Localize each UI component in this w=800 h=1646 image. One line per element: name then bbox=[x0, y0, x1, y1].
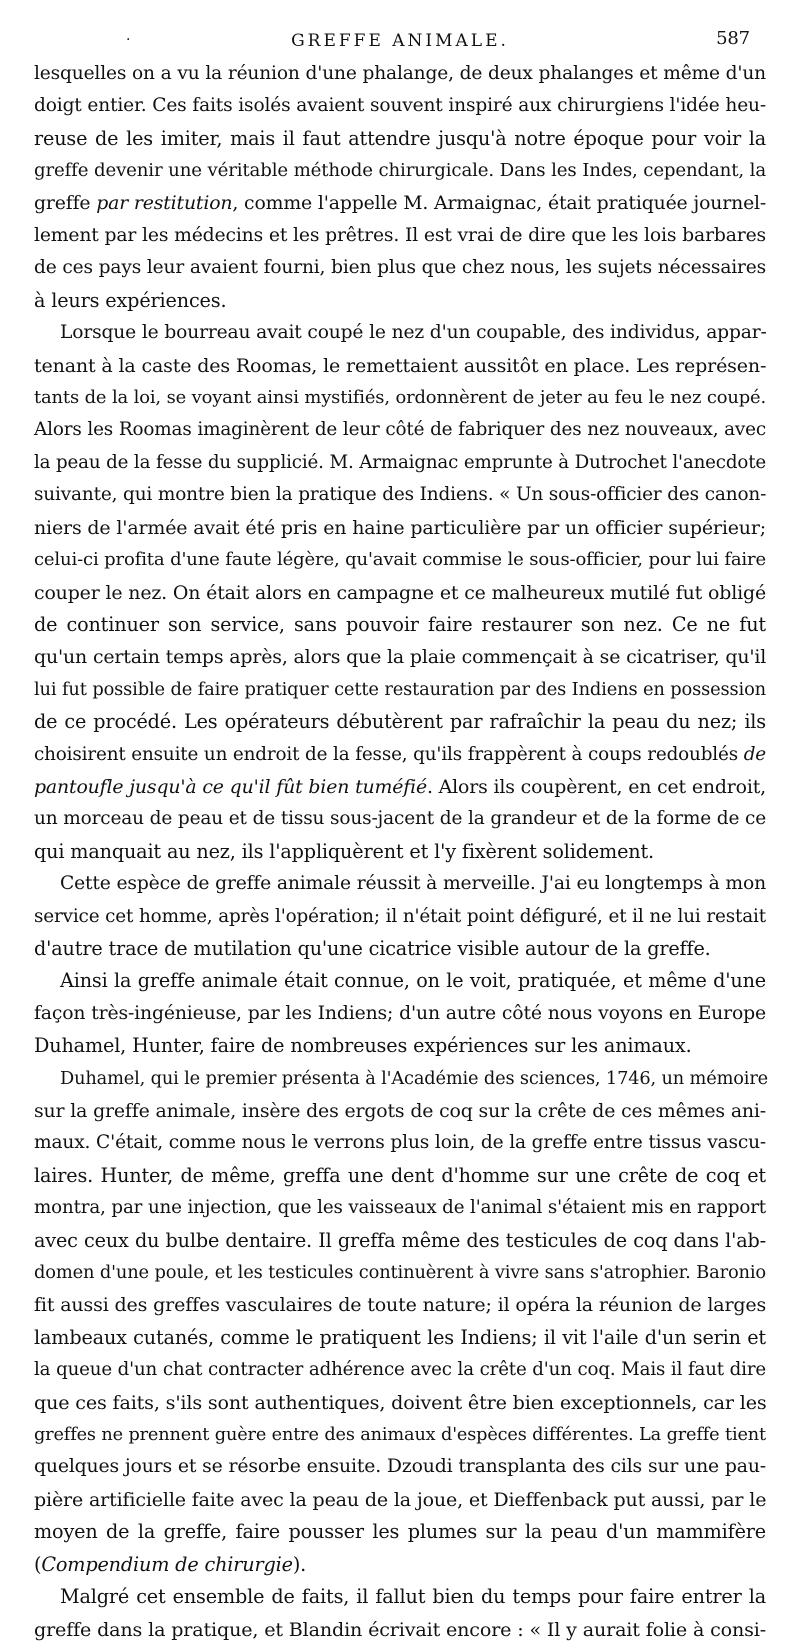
text-line: greffe dans la pratique, et Blandin écrivait encore : « Il y aurait folie à consi- bbox=[34, 1617, 767, 1641]
text-line: (Compendium de chirurgie). bbox=[34, 1552, 307, 1576]
paragraph bbox=[34, 965, 766, 1062]
text-line: greffes ne prennent guère entre des animaux d'espèces différentes. La greffe tient bbox=[34, 1425, 766, 1446]
text-line: doigt entier. Ces faits isolés avaient souvent inspiré aux chirurgiens l'idée heu- bbox=[34, 95, 766, 117]
text-line: façon très-ingénieuse, par les Indiens; d'un autre côté nous voyons en Europe bbox=[34, 1002, 766, 1024]
body-text bbox=[34, 58, 769, 1646]
text-line: maux. C'était, comme nous le verrons plus loin, de la greffe entre tissus vascu- bbox=[34, 1132, 767, 1154]
text-line: la queue d'un chat contracter adhérence avec la crête d'un coq. Mais il faut dire bbox=[34, 1359, 766, 1381]
text-line: suivante, qui montre bien la pratique des Indiens. « Un sous-officier des canon- bbox=[34, 484, 767, 506]
paragraph bbox=[34, 58, 766, 317]
text-line: qu'un certain temps après, alors que la plaie commençait à se cicatriser, qu'il bbox=[34, 646, 767, 669]
text-line: Cette espèce de greffe animale réussit à merveille. J'ai eu longtemps à mon bbox=[60, 873, 766, 895]
text-line: tants de la loi, se voyant ainsi mystifiés, ordonnèrent de jeter au feu le nez coupé. bbox=[34, 387, 766, 409]
text-line: quelques jours et se résorbe ensuite. Dzoudi transplanta des cils sur une pau- bbox=[34, 1456, 766, 1478]
text-line: montra, par une injection, que les vaisseaux de l'animal s'étaient mis en rapport bbox=[34, 1197, 766, 1219]
text-line: de continuer son service, sans pouvoir faire restaurer son nez. Ce ne fut bbox=[34, 612, 766, 636]
text-line: reuse de les imiter, mais il faut attendre jusqu'à notre époque pour voir la bbox=[34, 126, 766, 150]
text-line: lement par les médecins et les prêtres. Il est vrai de dire que les lois barbares bbox=[34, 225, 766, 247]
text-line: fit aussi des greffes vasculaires de toute nature; il opéra la réunion de larges bbox=[34, 1294, 767, 1317]
text-line: niers de l'armée avait été pris en haine particulière par un officier supérieur; bbox=[34, 516, 766, 539]
text-line: pantoufle jusqu'à ce qu'il fût bien tuméfié. Alors ils coupèrent, en cet endroit, bbox=[34, 775, 766, 798]
paragraph bbox=[34, 1063, 769, 1582]
paragraph bbox=[34, 317, 766, 868]
text-line: la peau de la fesse du supplicié. M. Armaignac emprunte à Dutrochet l'anecdote bbox=[34, 451, 766, 473]
text-line: à leurs expériences. bbox=[34, 288, 227, 312]
running-header bbox=[34, 26, 766, 56]
text-line: Duhamel, Hunter, faire de nombreuses expériences sur les animaux. bbox=[34, 1034, 692, 1058]
text-line: celui-ci profita d'une faute légère, qu'avait commise le sous-officier, pour lui faire bbox=[34, 549, 766, 571]
text-line: que ces faits, s'ils sont authentiques, doivent être bien exceptionnels, car les bbox=[34, 1390, 767, 1414]
paragraph bbox=[34, 1581, 766, 1646]
italic-text: Compendium de chirurgie bbox=[41, 1552, 293, 1576]
paragraph bbox=[34, 868, 766, 965]
text-line: Duhamel, qui le premier présenta à l'Académie des sciences, 1746, un mémoire bbox=[60, 1068, 769, 1089]
text-line: Alors les Roomas imaginèrent de leur côté de fabriquer des nez nouveaux, avec bbox=[34, 419, 766, 441]
text-line: tenant à la caste des Roomas, le remettaient aussitôt en place. Les représen- bbox=[34, 354, 767, 377]
text-line: greffe devenir une véritable méthode chirurgicale. Dans les Indes, cependant, la bbox=[34, 160, 766, 182]
text-line: laires. Hunter, de même, greffa une dent d'homme sur une crête de coq et bbox=[34, 1163, 766, 1187]
text-line: de ces pays leur avaient fourni, bien plus que chez nous, les sujets nécessaires bbox=[34, 257, 766, 279]
text-line: un morceau de peau et de tissu sous-jacent de la grandeur et de la forme de ce bbox=[34, 808, 766, 830]
text-line: lambeaux cutanés, comme le pratiquent les Indiens; il vit l'aile d'un serin et bbox=[34, 1325, 766, 1349]
italic-text: par restitution bbox=[96, 192, 233, 214]
text-line: moyen de la greffe, faire pousser les plumes sur la peau d'un mammifère bbox=[34, 1520, 766, 1544]
text-line: d'autre trace de mutilation qu'une cicatrice visible autour de la greffe. bbox=[34, 936, 711, 960]
italic-text: pantoufle jusqu'à ce qu'il fût bien tuméfié bbox=[34, 775, 427, 798]
text-line: Ainsi la greffe animale était connue, on le voit, pratiquée, et même d'une bbox=[60, 969, 766, 993]
text-line: sur la greffe animale, insère des ergots de coq sur la crête de ces mêmes ani- bbox=[34, 1100, 767, 1122]
page-number: 587 bbox=[716, 28, 750, 49]
text-line: qui manquait au nez, ils l'appliquèrent et l'y fixèrent solidement. bbox=[34, 839, 655, 863]
text-line: Lorsque le bourreau avait coupé le nez d'un coupable, des individus, appar- bbox=[60, 322, 767, 344]
text-line: lui fut possible de faire pratiquer cette restauration par des Indiens en possession bbox=[34, 678, 766, 700]
text-line: Malgré cet ensemble de faits, il fallut bien du temps pour faire entrer la bbox=[60, 1585, 766, 1609]
header-mark: · bbox=[126, 32, 131, 48]
text-line: choisirent ensuite un endroit de la fesse, qu'ils frappèrent à coups redoublés de bbox=[34, 743, 766, 765]
text-line: avec ceux du bulbe dentaire. Il greffa même des testicules de coq dans l'ab- bbox=[34, 1228, 766, 1252]
running-title: GREFFE ANIMALE. bbox=[291, 31, 509, 51]
text-line: de ce procédé. Les opérateurs débutèrent par rafraîchir la peau du nez; ils bbox=[34, 710, 766, 734]
text-line: lesquelles on a vu la réunion d'une phalange, de deux phalanges et même d'un bbox=[34, 63, 766, 84]
italic-text: de bbox=[743, 743, 766, 765]
text-line: couper le nez. On était alors en campagne et ce malheureux mutilé fut obligé bbox=[34, 581, 766, 604]
text-line: pière artificielle faite avec la peau de la joue, et Dieffenback put aussi, par le bbox=[34, 1488, 767, 1511]
text-line: service cet homme, après l'opération; il n'était point défiguré, et il ne lui restait bbox=[34, 905, 766, 927]
text-line: domen d'une poule, et les testicules continuèrent à vivre sans s'atrophier. Baronio bbox=[34, 1262, 766, 1284]
text-line: greffe par restitution, comme l'appelle M. Armaignac, était pratiquée journel- bbox=[34, 192, 767, 214]
